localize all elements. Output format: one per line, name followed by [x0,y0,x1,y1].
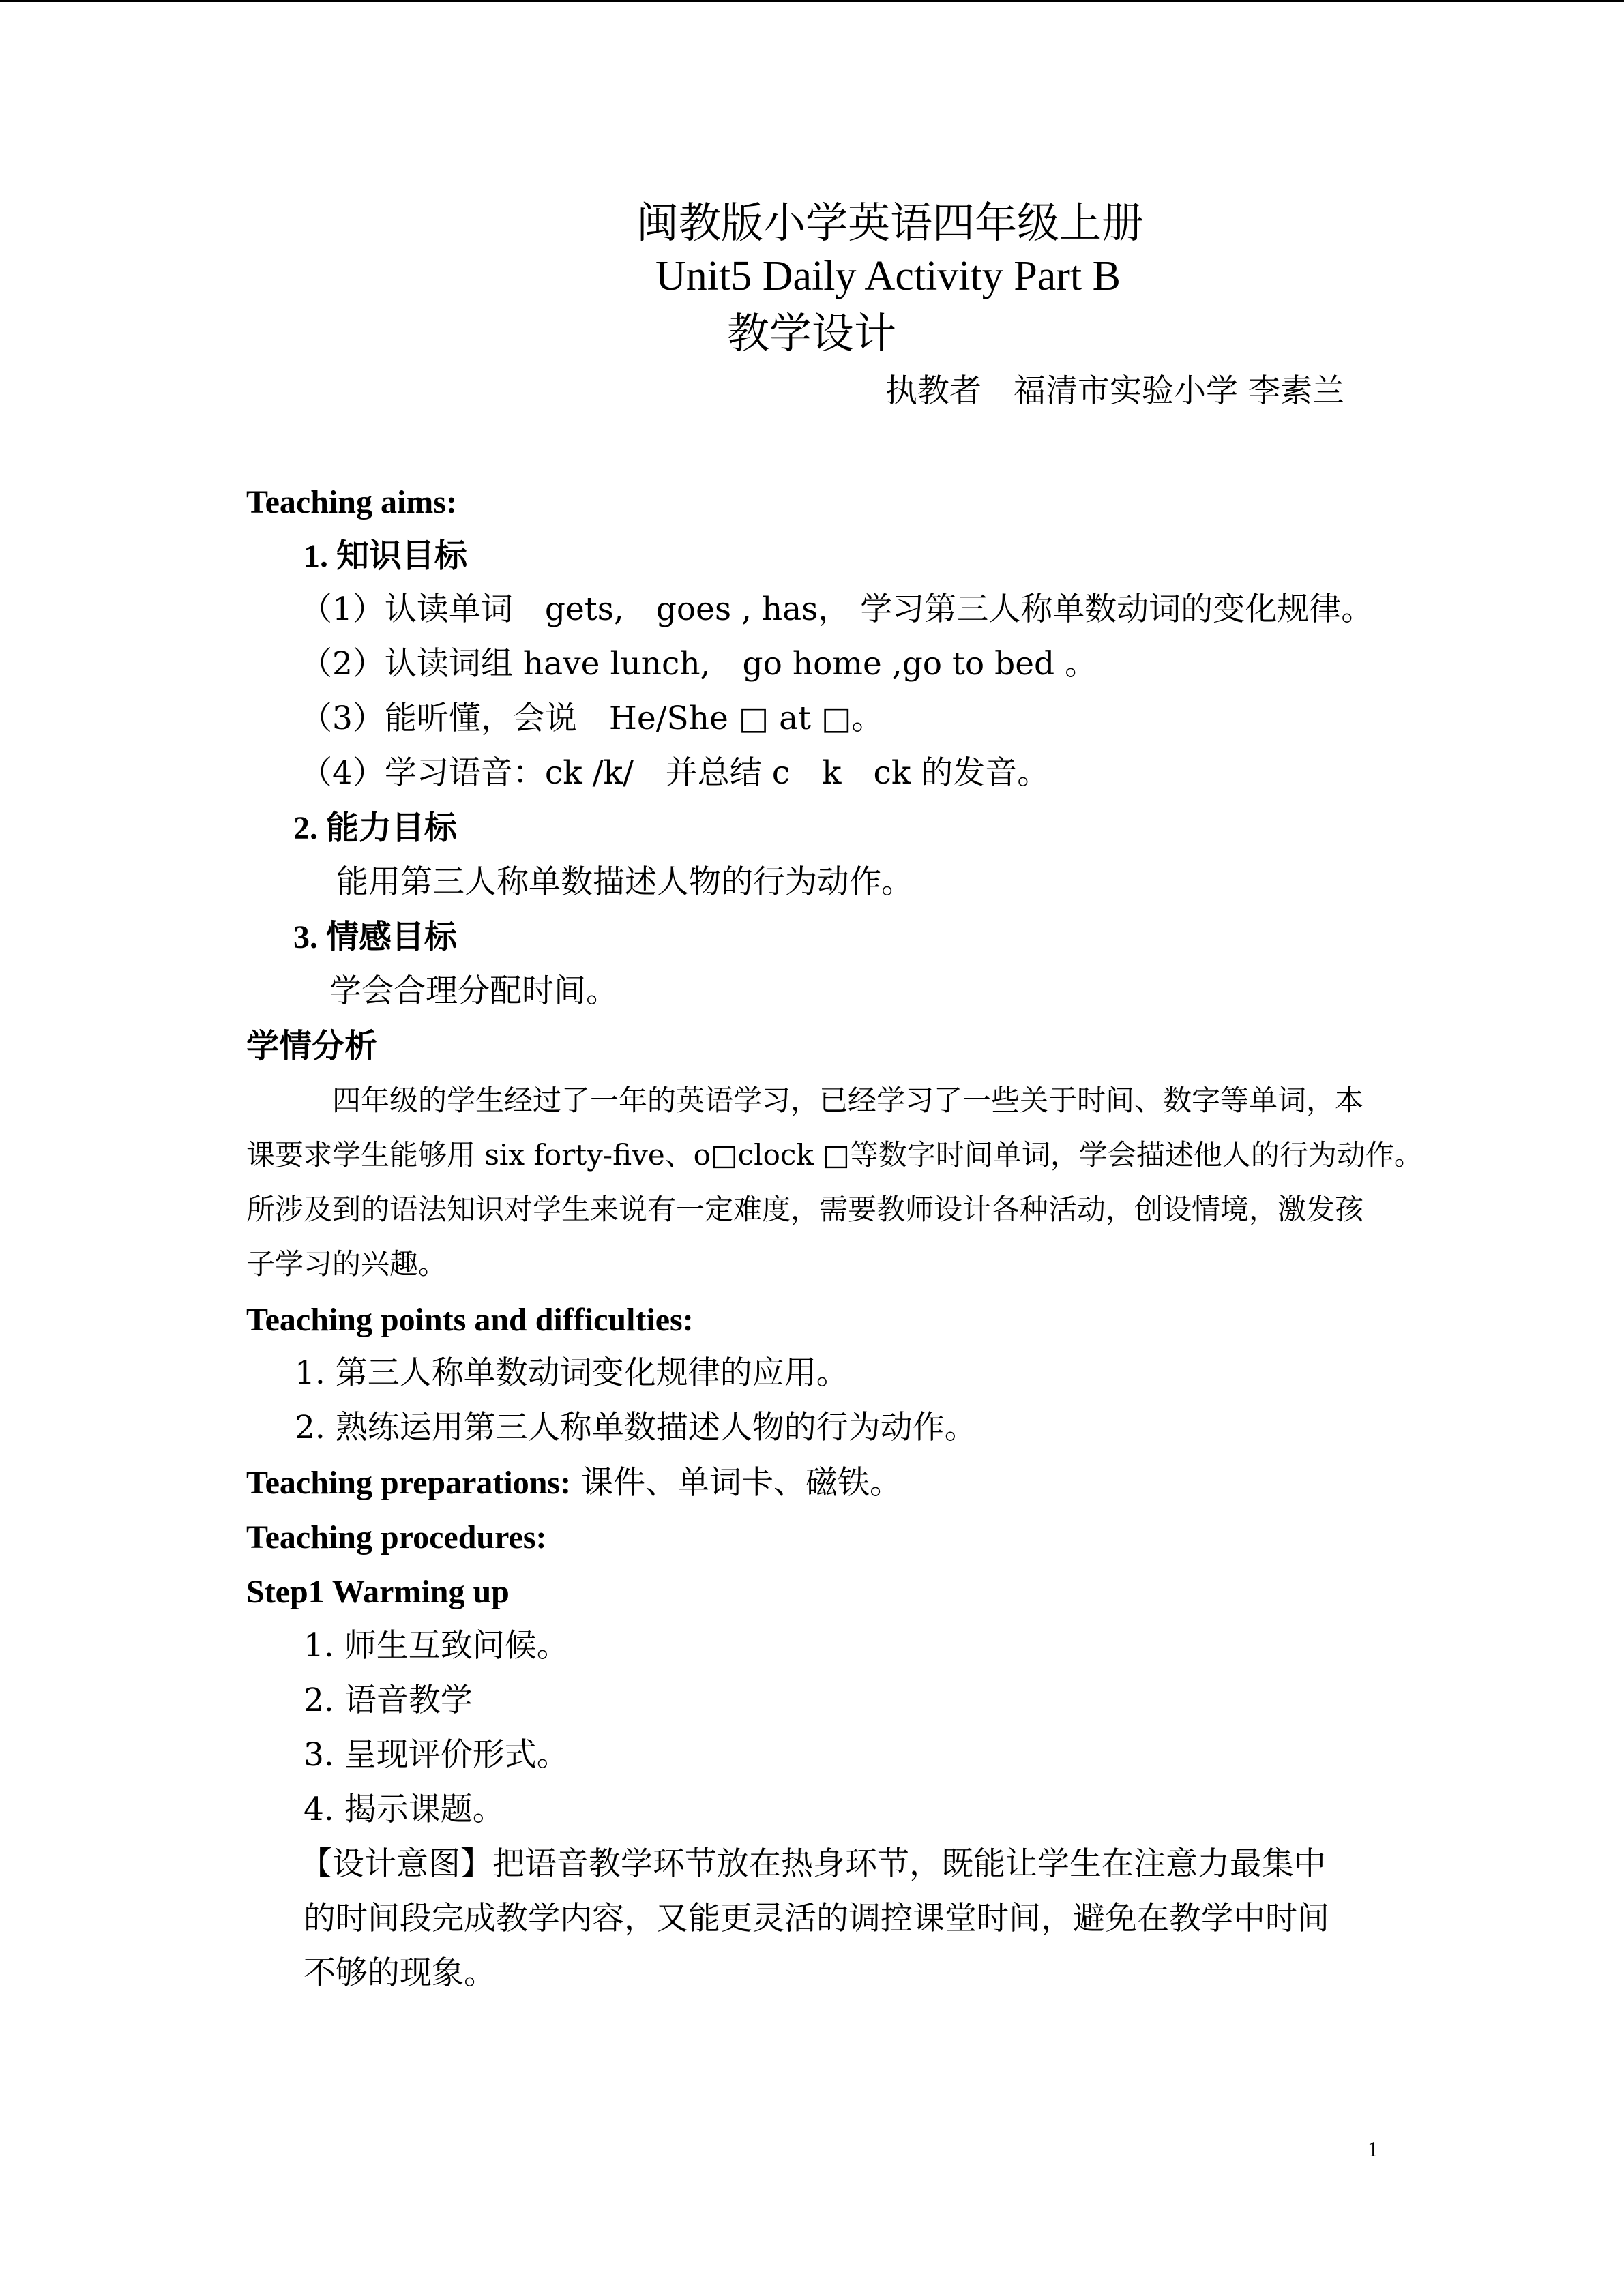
knowledge-item-3: （3）能听懂，会说 He/She □ at □。 [300,700,884,737]
analysis-line-2: 课要求学生能够用 six forty-five、o□clock □等数字时间单词，学会描述他人的行为动作。 [246,1138,1423,1172]
page-top-border [0,0,1624,2]
ability-goal-text: 能用第三人称单数描述人物的行为动作。 [336,863,913,901]
title-line-3: 教学设计 [727,308,897,358]
emotion-goal-heading: 3. 情感目标 [293,919,458,955]
page-number: 1 [1368,2136,1378,2161]
design-intent-line-1: 【设计意图】把语音教学环节放在热身环节，既能让学生在注意力最集中 [300,1845,1326,1883]
knowledge-item-1: （1）认读单词 gets, goes , has， 学习第三人称单数动词的变化规律。 [300,591,1374,628]
title-line-2: Unit5 Daily Activity Part B [655,253,1121,299]
ability-goal-heading: 2. 能力目标 [293,810,458,846]
teaching-procedures-heading: Teaching procedures: [246,1519,547,1555]
step1-heading: Step1 Warming up [246,1574,510,1610]
student-analysis-heading: 学情分析 [246,1028,378,1064]
knowledge-goal-heading: 1. 知识目标 [304,538,468,574]
knowledge-item-2: （2）认读词组 have lunch, go home ,go to bed 。 [300,645,1097,683]
analysis-line-3: 所涉及到的语法知识对学生来说有一定难度，需要教师设计各种活动，创设情境，激发孩 [246,1193,1364,1226]
analysis-line-1: 四年级的学生经过了一年的英语学习，已经学习了一些关于时间、数字等单词，本 [332,1084,1364,1117]
step1-item-3: 3. 呈现评价形式。 [304,1736,569,1774]
step1-item-4: 4. 揭示课题。 [304,1791,505,1828]
step1-item-1: 1. 师生互致问候。 [304,1627,569,1665]
teaching-preparations-text: 课件、单词卡、磁铁。 [581,1464,902,1502]
analysis-line-4: 子学习的兴趣。 [246,1247,447,1281]
design-intent-line-2: 的时间段完成教学内容，又能更灵活的调控课堂时间，避免在教学中时间 [304,1900,1329,1937]
design-intent-line-3: 不够的现象。 [304,1954,496,1992]
teaching-preparations-line [246,1464,902,1502]
teaching-point-2: 2. 熟练运用第三人称单数描述人物的行为动作。 [295,1409,977,1446]
teaching-aims-heading: Teaching aims: [246,484,457,520]
emotion-goal-text: 学会合理分配时间。 [329,972,618,1010]
step1-item-2: 2. 语音教学 [304,1682,473,1719]
teaching-point-1: 1. 第三人称单数动词变化规律的应用。 [295,1354,848,1392]
knowledge-item-4: （4）学习语音：ck /k/ 并总结 c k ck 的发音。 [300,754,1050,792]
teaching-preparations-heading: Teaching preparations: [246,1465,572,1501]
teaching-points-heading: Teaching points and difficulties: [246,1302,694,1338]
author-line: 执教者 福清市实验小学 李素兰 [885,372,1344,410]
title-line-1: 闽教版小学英语四年级上册 [636,198,1145,248]
